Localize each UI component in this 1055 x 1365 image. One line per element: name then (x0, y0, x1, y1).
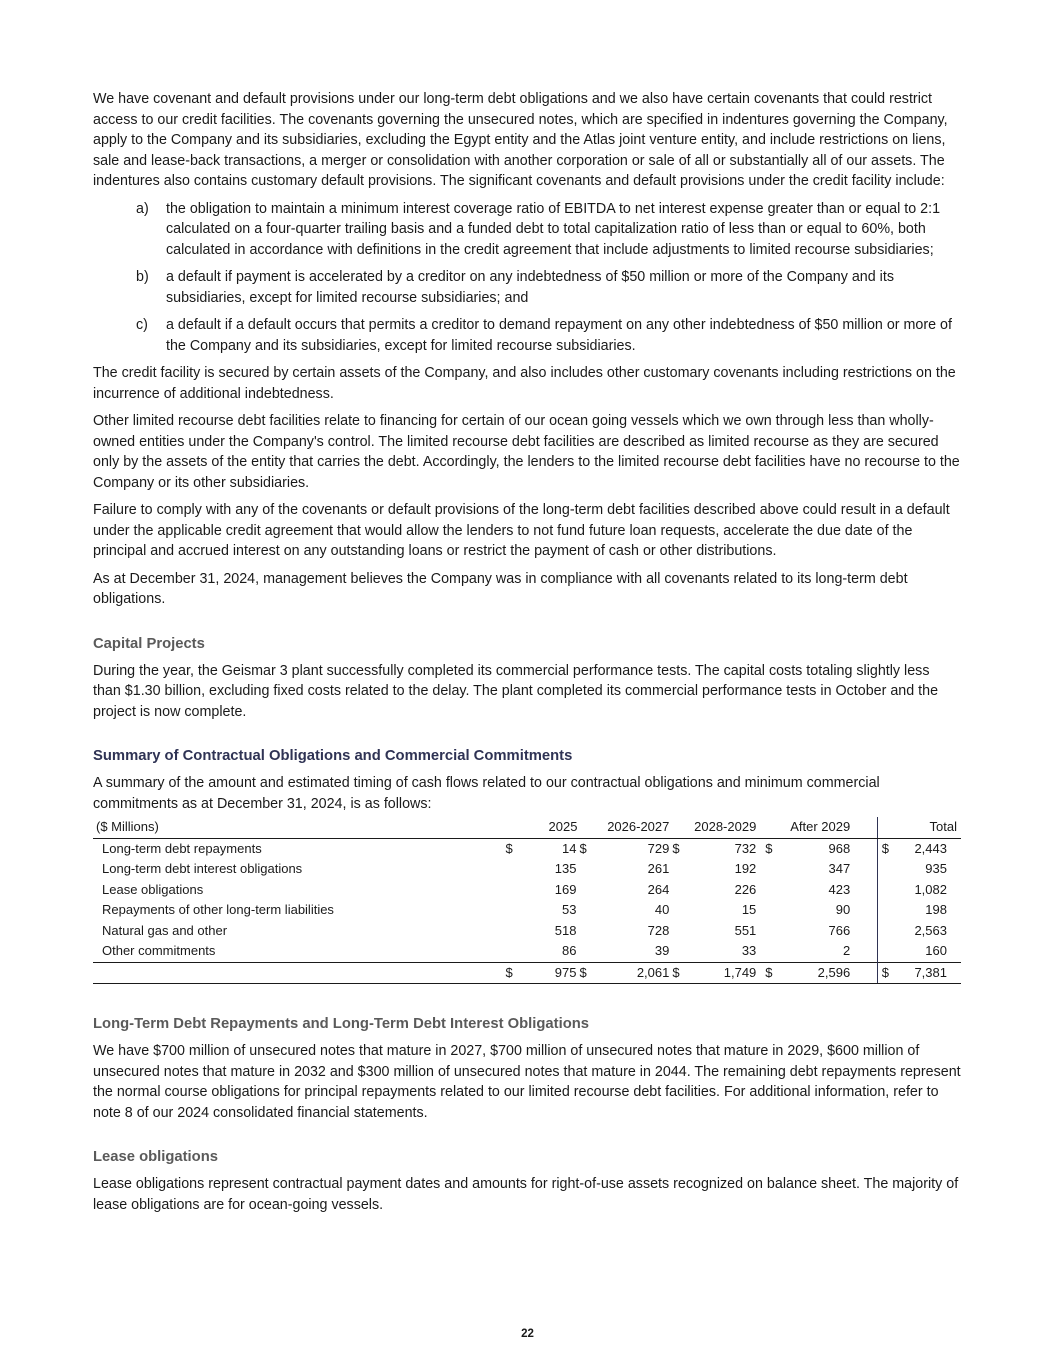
table-cell: 33 (741, 943, 757, 958)
table-row (93, 900, 961, 921)
table-total-row (93, 962, 961, 984)
table-cell: 40 (654, 902, 670, 917)
table-cell: 968 (828, 840, 851, 856)
table-cell: 198 (925, 902, 947, 917)
limited-recourse-paragraph: Other limited recourse debt facilities relate to financing for certain of our ocean going vessels which we own through less than wholly-owned entities under the Company's control. The limited recourse debt facilities are described as limited recourse as they are secured only by the assets of the entity that carries the debt. Accordingly, the lenders to the limited recourse debt facilities have no recourse to the Company or its other subsidiaries. (93, 413, 960, 491)
currency-symbol: $ (672, 962, 692, 984)
column-header: 2028-2029 (672, 817, 765, 838)
table-cell: 39 (654, 943, 670, 958)
table-row (93, 838, 961, 859)
table-cell: 732 (734, 840, 757, 856)
table-row (93, 859, 961, 880)
column-header: Total (877, 817, 961, 838)
table-cell: 2 (842, 943, 851, 958)
table-cell: 729 (647, 840, 670, 856)
table-cell: 347 (828, 861, 851, 876)
column-header: After 2029 (765, 817, 865, 838)
list-item (93, 315, 961, 356)
capital-projects-heading: Capital Projects (93, 635, 205, 652)
row-label: Long-term debt interest obligations (102, 861, 303, 876)
list-item-text: a default if payment is accelerated by a creditor on any indebtedness of $50 million or more of the Company and its subsidiaries, except for limited recourse subsidiaries; and (166, 269, 894, 306)
table-cell: 169 (554, 881, 577, 897)
table-cell: 135 (554, 861, 577, 876)
row-label: Other commitments (102, 943, 216, 958)
table-cell: 518 (554, 922, 577, 938)
total-cell: 7,381 (889, 962, 961, 984)
currency-symbol: $ (877, 838, 889, 859)
contractual-obligations-table (93, 817, 961, 984)
column-header: 2026-2027 (579, 817, 672, 838)
lease-section-heading: Lease obligations (93, 1149, 218, 1165)
list-item-text: a default if a default occurs that permits a creditor to demand repayment on any other indebtedness of $50 million or more of the Company and its subsidiaries, except for limited recourse subsidiaries. (166, 317, 952, 354)
compliance-paragraph: As at December 31, 2024, management believes the Company was in compliance with all covenants related to its long-term debt obligations. (93, 570, 908, 607)
total-cell: 975 (526, 962, 580, 984)
table-row (93, 941, 961, 962)
page-number: 22 (521, 1328, 534, 1340)
failure-to-comply-paragraph: Failure to comply with any of the covenants or default provisions of the long-term debt facilities described above could result in a default under the applicable credit agreement that would allow the lenders to not fund future loan requests, accelerate the due date of the principal and accrued interest on any outstanding loans or restrict the payment of cash or other distributions. (93, 502, 950, 559)
column-header: 2025 (506, 817, 580, 838)
table-cell: 192 (734, 861, 757, 876)
list-item (93, 199, 961, 261)
table-cell: 226 (734, 881, 757, 897)
currency-symbol: $ (579, 840, 587, 856)
currency-symbol: $ (877, 962, 889, 984)
currency-symbol: $ (765, 962, 785, 984)
list-marker: a) (136, 200, 149, 217)
table-cell: 1,082 (914, 881, 947, 897)
currency-symbol: $ (506, 962, 526, 984)
table-cell: 766 (828, 922, 851, 938)
total-cell: 1,749 (692, 962, 765, 984)
credit-facility-paragraph: The credit facility is secured by certain assets of the Company, and also includes other customary covenants including restrictions on the incurrence of additional indebtedness. (93, 365, 956, 402)
summary-heading: Summary of Contractual Obligations and Commercial Commitments (93, 748, 573, 764)
table-cell: 15 (741, 902, 757, 917)
covenant-list (93, 199, 961, 357)
capital-projects-paragraph: During the year, the Geismar 3 plant successfully completed its commercial performance tests. The capital costs totaling slightly less than $1.30 billion, excluding fixed costs related to the delay. The plant completed its commercial performance tests in October and the project is now complete. (93, 662, 939, 720)
intro-paragraph: We have covenant and default provisions under our long-term debt obligations and we also have certain covenants that could restrict access to our credit facilities. The covenants governing the unsecured notes, which are specified in indentures governing the Company, apply to the Company and its subsidiaries, excluding the Egypt entity and the Atlas joint venture entity, and include restrictions on liens, sale and lease-back transactions, a merger or consolidation with another corporation or sale of all or substantially all of our assets. The indentures also contains customary default provisions. The significant covenants and default provisions under the credit facility include: (93, 91, 948, 189)
currency-symbol: $ (765, 840, 773, 856)
table-cell: 14 (562, 840, 577, 856)
currency-symbol: $ (579, 962, 599, 984)
lease-section-paragraph: Lease obligations represent contractual payment dates and amounts for right-of-use assets recognized on balance sheet. The majority of lease obligations are for ocean-going vessels. (93, 1176, 959, 1213)
table-cell: 53 (562, 902, 577, 917)
table-cell: 86 (562, 943, 577, 958)
table-cell: 2,563 (914, 922, 947, 938)
currency-symbol: $ (672, 840, 680, 856)
list-marker: b) (136, 269, 149, 285)
table-cell: 90 (835, 902, 851, 917)
list-marker: c) (136, 317, 148, 333)
table-row (93, 880, 961, 901)
table-header-row (93, 817, 961, 838)
total-cell: 2,596 (785, 962, 865, 984)
table-cell: 728 (647, 922, 670, 938)
table-cell: 423 (828, 881, 851, 897)
table-cell: 264 (647, 881, 670, 897)
summary-paragraph: A summary of the amount and estimated timing of cash flows related to our contractual obligations and minimum commercial commitments as at December 31, 2024, is as follows: (93, 775, 880, 812)
row-label: Long-term debt repayments (102, 840, 262, 856)
list-item (93, 267, 961, 308)
list-item-text: the obligation to maintain a minimum interest coverage ratio of EBITDA to net interest expense greater than or equal to 2:1 calculated on a four-quarter trailing basis and a funded debt to total capitalization ratio of less than or equal to 60%, both calculated in accordance with definitions in the credit agreement that include adjustments to limited recourse subsidiaries; (166, 200, 941, 258)
document-page (93, 89, 961, 1222)
row-label: Repayments of other long-term liabilities (102, 902, 334, 917)
debt-section-heading: Long-Term Debt Repayments and Long-Term Debt Interest Obligations (93, 1016, 590, 1032)
table-cell: 551 (734, 922, 757, 938)
row-label: Natural gas and other (102, 922, 228, 938)
table-cell: 261 (647, 861, 670, 876)
currency-symbol: $ (505, 840, 513, 856)
row-label: Lease obligations (102, 881, 204, 897)
table-cell: 935 (925, 861, 947, 876)
table-cell: 160 (925, 943, 947, 958)
total-cell: 2,061 (599, 962, 672, 984)
unit-label: ($ Millions) (93, 817, 506, 838)
table-row (93, 921, 961, 942)
debt-section-paragraph: We have $700 million of unsecured notes that mature in 2027, $700 million of unsecured notes that mature in 2029, $600 million of unsecured notes that mature in 2032 and $300 million of unsecured notes that mature in 2044. The remaining debt repayments represent the normal course obligations for principal repayments related to our limited recourse debt facilities. For additional information, refer to note 8 of our 2024 consolidated financial statements. (93, 1043, 961, 1121)
table-cell: 2,443 (914, 840, 947, 856)
